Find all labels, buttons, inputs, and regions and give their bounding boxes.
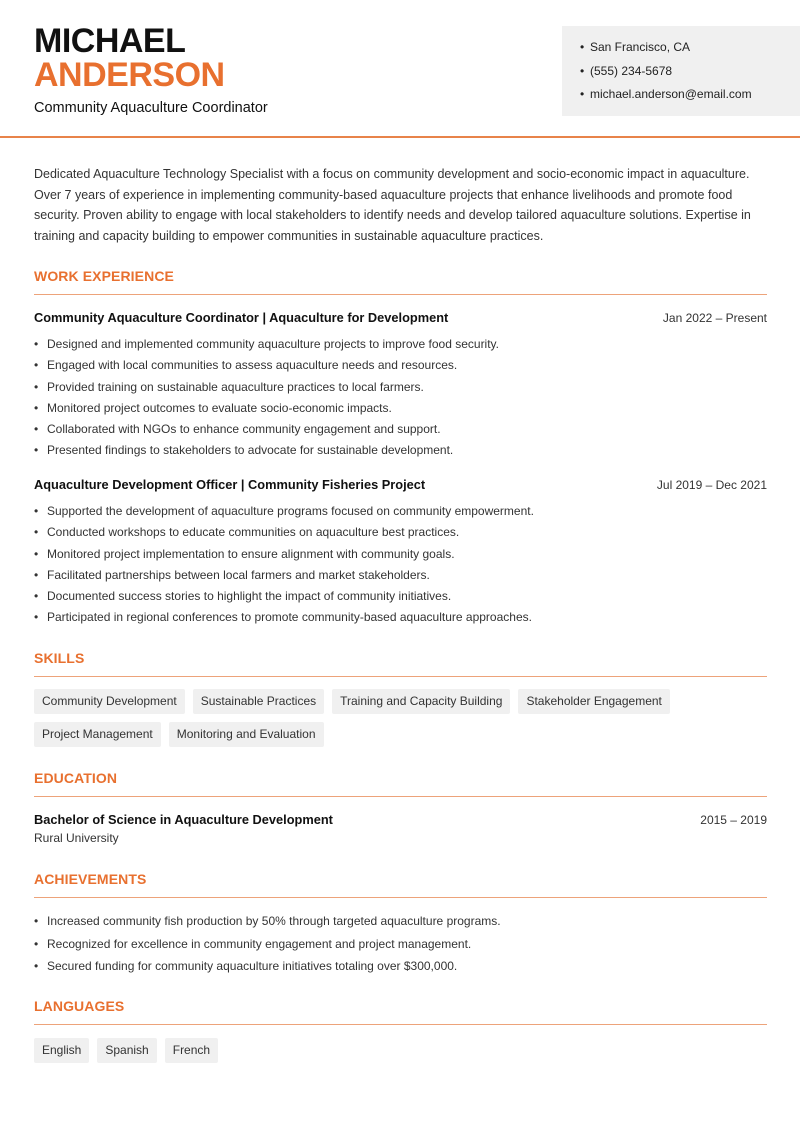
bullet-icon: •: [34, 589, 39, 604]
bullet-icon: •: [34, 936, 39, 951]
list-item: • Collaborated with NGOs to enhance community engagement and support.: [34, 421, 767, 442]
achievements-list: [34, 913, 767, 981]
list-item: • Facilitated partnerships between local farmers and market stakeholders.: [34, 567, 767, 588]
job-header: [34, 310, 767, 325]
skill-chip: Project Management: [34, 722, 161, 747]
section-divider: [34, 796, 767, 797]
bullet-icon: •: [34, 358, 39, 373]
section-divider: [34, 294, 767, 295]
list-item: • Monitored project outcomes to evaluate socio-economic impacts.: [34, 400, 767, 421]
bullet-icon: •: [34, 504, 39, 518]
bullet-icon: •: [34, 567, 39, 582]
list-item: • Monitored project implementation to ensure alignment with community goals.: [34, 546, 767, 567]
contact-email: • michael.anderson@email.com: [580, 87, 752, 101]
bullet-icon: •: [34, 422, 39, 437]
list-item: • Engaged with local communities to assess aquaculture needs and resources.: [34, 357, 767, 378]
bullet-icon: •: [34, 959, 39, 973]
language-chip: English: [34, 1038, 89, 1063]
bullet-icon: •: [34, 610, 39, 625]
languages-list: [34, 1038, 767, 1063]
job-bullets: [34, 336, 767, 464]
job-dates: Jul 2019 – Dec 2021: [656, 478, 767, 492]
resume-header: [0, 0, 800, 138]
bullet-icon: •: [34, 546, 39, 561]
contact-box: [562, 26, 800, 116]
contact-phone: • (555) 234-5678: [580, 63, 673, 78]
skill-chip: Stakeholder Engagement: [518, 689, 669, 714]
bullet-icon: •: [580, 40, 585, 54]
last-name: ANDERSON: [34, 56, 225, 94]
bullet-icon: •: [34, 525, 39, 540]
skill-chip: Sustainable Practices: [193, 689, 324, 714]
degree: Bachelor of Science in Aquaculture Development: [34, 812, 333, 827]
skills-list: [34, 689, 767, 747]
section-title-languages: LANGUAGES: [34, 998, 125, 1014]
bullet-icon: •: [34, 400, 39, 415]
bullet-icon: •: [34, 914, 39, 928]
job-role: Community Aquaculture Coordinator | Aquaculture for Development: [34, 310, 449, 325]
skill-chip: Community Development: [34, 689, 185, 714]
list-item: • Supported the development of aquaculture programs focused on community empowerment.: [34, 503, 767, 524]
list-item: • Participated in regional conferences to promote community-based aquaculture approaches.: [34, 609, 767, 630]
list-item: • Provided training on sustainable aquaculture practices to local farmers.: [34, 379, 767, 400]
bullet-icon: •: [580, 63, 585, 78]
section-title-achievements: ACHIEVEMENTS: [34, 871, 147, 887]
language-chip: Spanish: [97, 1038, 156, 1063]
list-item: • Designed and implemented community aquaculture projects to improve food security.: [34, 336, 767, 357]
job-bullets: [34, 503, 767, 631]
summary: Dedicated Aquaculture Technology Specialist with a focus on community development and socio-economic impact in aquaculture. Over 7 years of experience in implementing community-based aquaculture projects that enhance livelihoods and promote food security. Proven ability to engage with local stakeholders to identify needs and develop tailored aquaculture solutions. Expertise in training and capacity building to empower communities in sustainable aquaculture practices.: [34, 167, 751, 243]
education-header: [34, 812, 767, 827]
bullet-icon: •: [34, 443, 39, 458]
skill-chip: Monitoring and Evaluation: [169, 722, 324, 747]
job-header: [34, 477, 767, 492]
section-title-education: EDUCATION: [34, 770, 118, 786]
section-title-work: WORK EXPERIENCE: [34, 268, 174, 284]
language-chip: French: [165, 1038, 218, 1063]
education-dates: 2015 – 2019: [700, 813, 767, 827]
section-divider: [34, 1024, 767, 1025]
list-item: • Presented findings to stakeholders to advocate for sustainable development.: [34, 442, 767, 463]
list-item: • Increased community fish production by 50% through targeted aquaculture programs.: [34, 913, 767, 936]
section-divider: [34, 676, 767, 677]
bullet-icon: •: [34, 337, 39, 351]
job-dates: Jan 2022 – Present: [662, 311, 767, 325]
section-title-skills: SKILLS: [34, 650, 85, 666]
school: Rural University: [34, 831, 119, 845]
list-item: • Conducted workshops to educate communities on aquaculture best practices.: [34, 524, 767, 545]
job-role: Aquaculture Development Officer | Community Fisheries Project: [34, 477, 426, 492]
bullet-icon: •: [34, 379, 39, 394]
section-divider: [34, 897, 767, 898]
contact-location: • San Francisco, CA: [580, 40, 691, 54]
list-item: • Documented success stories to highlight the impact of community initiatives.: [34, 588, 767, 609]
job-title: Community Aquaculture Coordinator: [34, 100, 268, 116]
list-item: • Recognized for excellence in community engagement and project management.: [34, 936, 767, 959]
list-item: • Secured funding for community aquaculture initiatives totaling over $300,000.: [34, 958, 767, 981]
first-name: MICHAEL: [34, 22, 186, 60]
skill-chip: Training and Capacity Building: [332, 689, 510, 714]
bullet-icon: •: [580, 87, 585, 101]
